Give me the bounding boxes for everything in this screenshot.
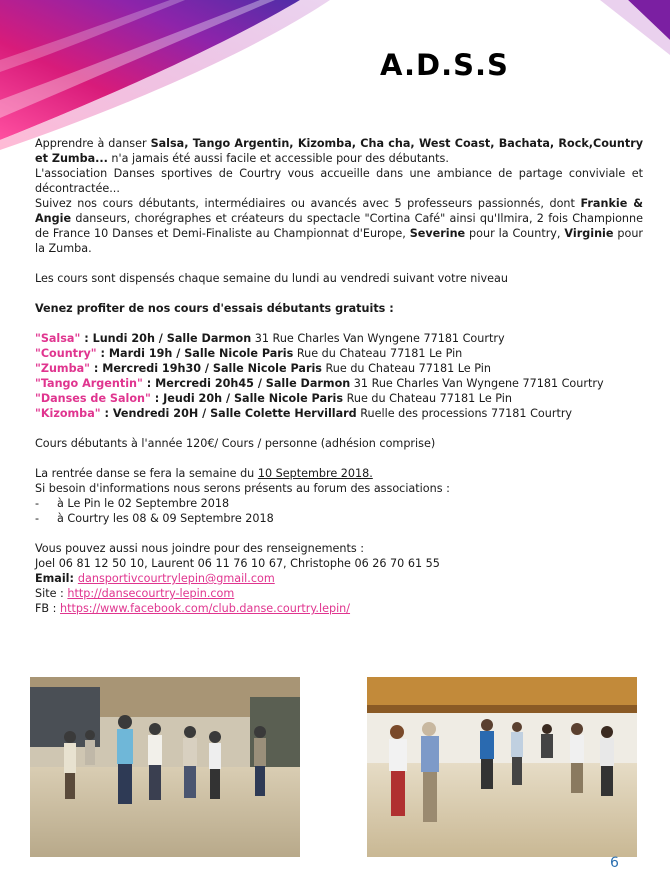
course-name: "Zumba" [35,362,90,375]
course-address: 31 Rue Charles Van Wyngene 77181 Courtry [350,377,604,390]
course-time: : Mercredi 20h45 / Salle Darmon [142,377,351,390]
course-time: : Vendredi 20H / Salle Colette Hervillard [100,407,357,420]
course-time: : Jeudi 20h / Salle Nicole Paris [150,392,344,405]
course-item [35,331,643,346]
course-time: : Lundi 20h / Salle Darmon [80,332,252,345]
forum-intro: Si besoin d'informations nous serons présents au forum des associations : [35,482,450,495]
teacher-severine: Severine [409,227,466,240]
schedule-note: Les cours sont dispensés chaque semaine du lundi au vendredi suivant votre niveau [35,272,508,285]
fb-label: FB [35,602,50,615]
contact-email-line: Email: dansportivcourtrylepin@gmail.com [35,572,275,585]
teacher-frankie-angie: Frankie & Angie [35,197,643,225]
contact-phones: Joel 06 81 12 50 10, Laurent 06 11 76 10 67, Christophe 06 26 70 61 55 [35,557,440,570]
dance-list: Salsa, Tango Argentin, Kizomba, Cha cha, West Coast, Bachata, Rock,Country et Zumba... [35,137,644,165]
course-time: : Mardi 19h / Salle Nicole Paris [96,347,294,360]
course-name: "Kizomba" [35,407,101,420]
course-address: Rue du Chateau 77181 Le Pin [321,362,491,375]
pricing: Cours débutants à l'année 120€/ Cours / personne (adhésion comprise) [35,437,436,450]
rentree-line [35,466,643,481]
main-content [35,136,643,616]
teachers-paragraph [35,196,643,256]
course-item [35,376,643,391]
site-link[interactable]: http://dansecourtry-lepin.com [67,587,235,600]
course-item [35,361,643,376]
course-name: "Tango Argentin" [35,377,143,390]
course-list [35,331,643,421]
intro-text-c: n'a jamais été aussi facile et accessible pour des débutants. [107,152,449,165]
course-address: Ruelle des processions 77181 Courtry [356,407,573,420]
course-address: Rue du Chateau 77181 Le Pin [293,347,463,360]
teacher-virginie: Virginie [564,227,614,240]
contact-fb-line: FB : https://www.facebook.com/club.danse.courtry.lepin/ [35,602,351,615]
trial-heading-text: Venez profiter de nos cours d'essais débutants gratuits : [35,302,394,315]
email-label: Email [35,572,70,585]
course-address: Rue du Chateau 77181 Le Pin [343,392,512,405]
course-address: 31 Rue Charles Van Wyngene 77181 Courtry [251,332,505,345]
teachers-text-g: pour la Zumba. [35,227,644,255]
page-title: A.D.S.S [380,48,509,82]
intro-paragraph [35,136,643,166]
course-item [35,346,643,361]
dance-class-photo-left [30,677,300,857]
course-name: "Salsa" [35,332,81,345]
teachers-text-a: Suivez nos cours débutants, intermédiaires ou avancés avec 5 professeurs passionnés, dont [35,197,581,210]
course-name: "Country" [35,347,97,360]
contact-site-line: Site : http://dansecourtry-lepin.com [35,587,235,600]
rentree-text: La rentrée danse se fera la semaine du [35,467,258,480]
site-label: Site [35,587,57,600]
contact-intro: Vous pouvez aussi nous joindre pour des renseignements : [35,542,364,555]
association-paragraph: L'association Danses sportives de Courtry vous accueille dans une ambiance de partage conviviale et décontractée... [35,167,643,195]
page-number: 6 [610,855,619,871]
course-time: : Mercredi 19h30 / Salle Nicole Paris [89,362,322,375]
trial-heading [35,301,643,316]
forum-item-text: à Le Pin le 02 Septembre 2018 [57,497,230,510]
forum-item: - à Courtry les 08 & 09 Septembre 2018 [35,512,274,525]
email-link[interactable]: dansportivcourtrylepin@gmail.com [77,572,275,585]
dance-class-photo-right [367,677,637,857]
decorative-banner [0,0,670,150]
intro-text-a: Apprendre à danser [35,137,151,150]
forum-item-text: à Courtry les 08 & 09 Septembre 2018 [57,512,274,525]
forum-item: - à Le Pin le 02 Septembre 2018 [35,497,230,510]
facebook-link[interactable]: https://www.facebook.com/club.danse.courtry.lepin/ [60,602,351,615]
rentree-date: 10 Septembre 2018. [257,467,373,480]
teachers-text-e: pour la Country, [465,227,565,240]
course-item [35,391,643,406]
teachers-text-c: danseurs, chorégraphes et créateurs du spectacle "Cortina Café" ainsi qu'Ilmira, 2 fois Championne de France 10 Danses et Demi-Finaliste au Championnat d'Europe, [35,212,643,240]
course-item [35,406,643,421]
course-name: "Danses de Salon" [35,392,151,405]
